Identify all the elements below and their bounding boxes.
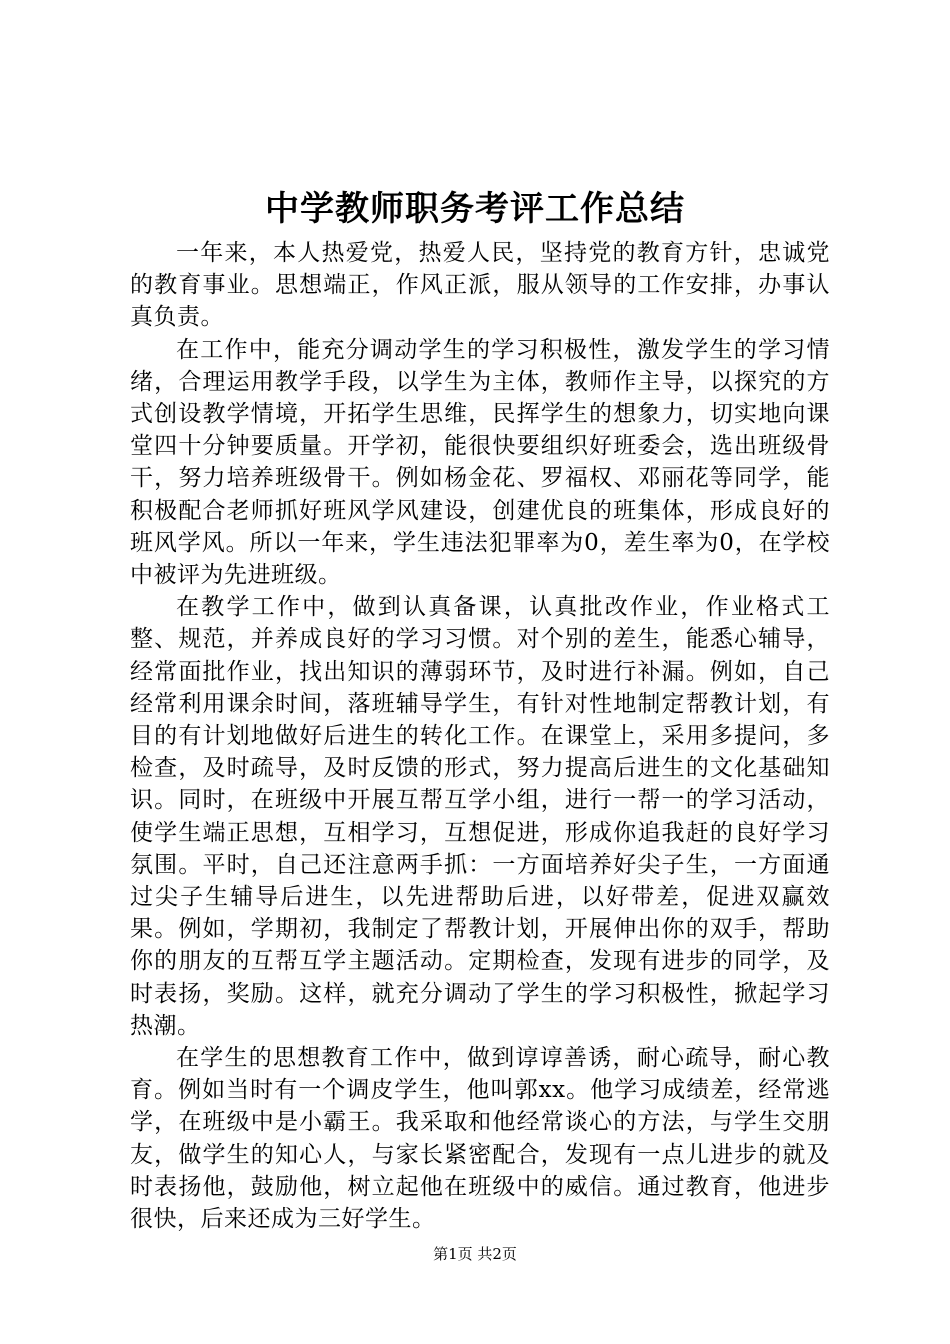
paragraph-2: 在工作中，能充分调动学生的学习积极性，激发学生的学习情绪，合理运用教学手段，以学生为主体，教师作主导，以探究的方式创设教学情境，开拓学生思维，民挥学生的想象力，切实地向课堂四十分钟要质量。开学初，能很快要组织好班委会，选出班级骨干，努力培养班级骨干。例如杨金花、罗福权、邓丽花等同学，能积极配合老师抓好班风学风建设，创建优良的班集体，形成良好的班风学风。所以一年来，学生违法犯罪率为0，差生率为0，在学校中被评为先进班级。 [130,336,830,589]
paragraph-3: 在教学工作中，做到认真备课，认真批改作业，作业格式工整、规范，并养成良好的学习习惯。对个别的差生，能悉心辅导，经常面批作业，找出知识的薄弱环节，及时进行补漏。例如，自己经常利用课余时间，落班辅导学生，有针对性地制定帮教计划，有目的有计划地做好后进生的转化工作。在课堂上，采用多提问，多检查，及时疏导，及时反馈的形式，努力提高后进生的文化基础知识。同时，在班级中开展互帮互学小组，进行一帮一的学习活动，使学生端正思想，互相学习，互想促进，形成你追我赶的良好学习氛围。平时，自己还注意两手抓：一方面培养好尖子生，一方面通过尖子生辅导后进生，以先进帮助后进，以好带差，促进双赢效果。例如，学期初，我制定了帮教计划，开展伸出你的双手，帮助你的朋友的互帮互学主题活动。定期检查，发现有进步的同学，及时表扬，奖励。这样，就充分调动了学生的学习积极性，掀起学习热潮。 [130,594,830,1039]
page-number-footer: 第1页 共2页 [433,1245,517,1263]
document-title: 中学教师职务考评工作总结 [265,189,685,229]
paragraph-1: 一年来，本人热爱党，热爱人民，坚持党的教育方针，忠诚党的教育事业。思想端正，作风正派，服从领导的工作安排，办事认真负责。 [130,240,830,331]
paragraph-4: 在学生的思想教育工作中，做到谆谆善诱，耐心疏导，耐心教育。例如当时有一个调皮学生，他叫郭xx。他学习成绩差，经常逃学，在班级中是小霸王。我采取和他经常谈心的方法，与学生交朋友，做学生的知心人，与家长紧密配合，发现有一点儿进步的就及时表扬他，鼓励他，树立起他在班级中的威信。通过教育，他进步很快，后来还成为三好学生。 [130,1045,830,1233]
document-body [130,237,830,1235]
